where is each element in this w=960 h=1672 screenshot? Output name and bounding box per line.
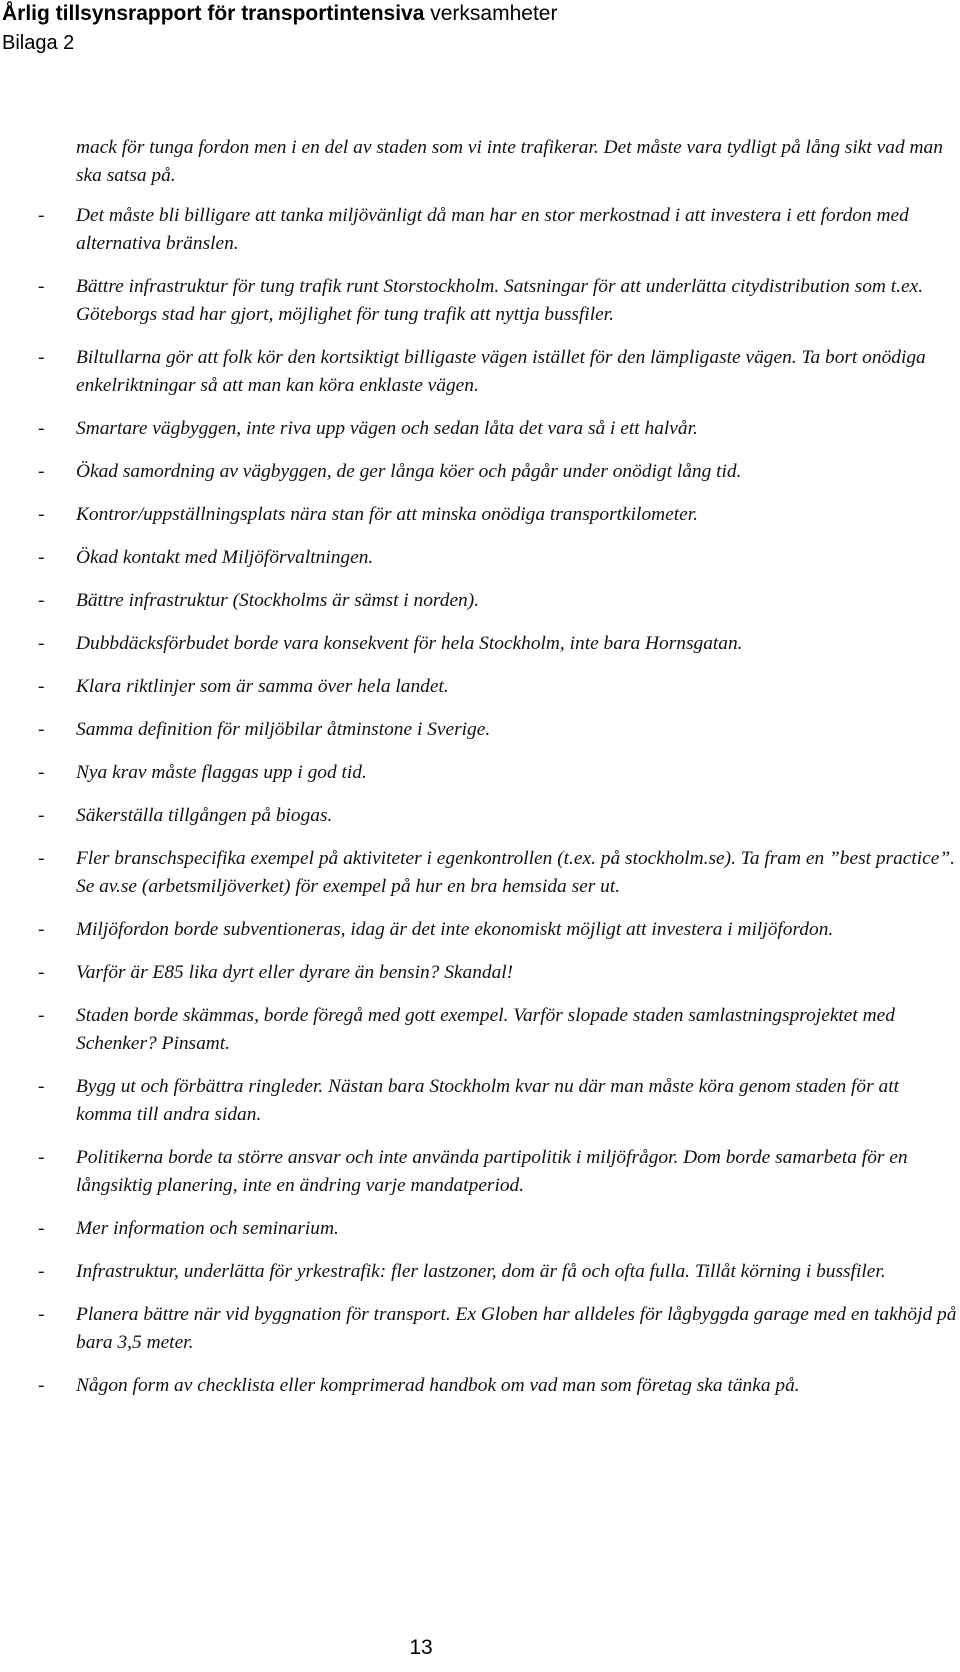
list-item-text: Planera bättre när vid byggnation för transport. Ex Globen har alldeles för lågbyggda garage med en takhöjd på bara 3,5 meter. <box>76 1304 957 1353</box>
list-item-text: Miljöfordon borde subventioneras, idag är det inte ekonomiskt möjligt att investera i miljöfordon. <box>76 919 834 940</box>
list-item-text: Samma definition för miljöbilar åtminstone i Sverige. <box>76 719 491 740</box>
list-item <box>38 716 958 744</box>
bullet-dash: - <box>38 1375 45 1396</box>
bullet-dash: - <box>38 633 45 654</box>
bullet-dash: - <box>38 418 45 439</box>
bullet-dash: - <box>38 719 45 740</box>
list-item <box>38 845 958 901</box>
list-item <box>38 587 958 615</box>
list-item <box>38 630 958 658</box>
bullet-dash: - <box>38 1076 45 1097</box>
list-item <box>38 202 958 258</box>
list-item-text: Det måste bli billigare att tanka miljövänligt då man har en stor merkostnad i att investera i ett fordon med alternativa bränslen. <box>76 205 909 254</box>
document-body <box>38 134 958 1415</box>
list-item <box>38 673 958 701</box>
list-item-text: Nya krav måste flaggas upp i god tid. <box>76 762 367 783</box>
document-title <box>2 2 557 26</box>
list-item-text: Varför är E85 lika dyrt eller dyrare än bensin? Skandal! <box>76 962 514 983</box>
list-item-text: Biltullarna gör att folk kör den kortsiktigt billigaste vägen istället för den lämpligaste vägen. Ta bort onödiga enkelriktningar så att man kan köra enklaste vägen. <box>76 347 926 396</box>
list-item-text: Smartare vägbyggen, inte riva upp vägen och sedan låta det vara så i ett halvår. <box>76 418 698 439</box>
bullet-dash: - <box>38 347 45 368</box>
bullet-dash: - <box>38 1261 45 1282</box>
bullet-dash: - <box>38 590 45 611</box>
list-item-text: Dubbdäcksförbudet borde vara konsekvent för hela Stockholm, inte bara Hornsgatan. <box>76 633 743 654</box>
list-item <box>38 344 958 400</box>
list-item <box>38 1215 958 1243</box>
list-item <box>38 273 958 329</box>
bullet-dash: - <box>38 919 45 940</box>
bullet-dash: - <box>38 205 45 226</box>
list-item-text: Fler branschspecifika exempel på aktiviteter i egenkontrollen (t.ex. på stockholm.se). Ta fram en ”best practice”. Se av.se (arbetsmiljöverket) för exempel på hur en bra hemsida ser ut. <box>76 848 956 897</box>
bullet-dash: - <box>38 1218 45 1239</box>
page-number: 13 <box>409 1636 433 1659</box>
list-item <box>38 916 958 944</box>
list-item <box>38 501 958 529</box>
bullet-dash: - <box>38 547 45 568</box>
bullet-dash: - <box>38 504 45 525</box>
list-item-text: Säkerställa tillgången på biogas. <box>76 805 333 826</box>
bullet-dash: - <box>38 676 45 697</box>
list-item-text: Kontror/uppställningsplats nära stan för att minska onödiga transportkilometer. <box>76 504 698 525</box>
list-item <box>38 544 958 572</box>
bullet-dash: - <box>38 1147 45 1168</box>
list-item <box>38 1258 958 1286</box>
bullet-dash: - <box>38 1304 45 1325</box>
list-item <box>38 759 958 787</box>
list-item-text: Bättre infrastruktur (Stockholms är sämst i norden). <box>76 590 480 611</box>
list-item <box>38 802 958 830</box>
bullet-dash: - <box>38 461 45 482</box>
list-item <box>38 959 958 987</box>
bullet-dash: - <box>38 1005 45 1026</box>
bullet-dash: - <box>38 762 45 783</box>
continued-paragraph: mack för tunga fordon men i en del av staden som vi inte trafikerar. Det måste vara tydligt på lång sikt vad man ska satsa på. <box>76 137 943 186</box>
list-item-text: Staden borde skämmas, borde föregå med gott exempel. Varför slopade staden samlastningsprojektet med Schenker? Pinsamt. <box>76 1005 895 1054</box>
list-item <box>38 415 958 443</box>
list-item <box>38 1372 958 1400</box>
list-item-text: Bygg ut och förbättra ringleder. Nästan bara Stockholm kvar nu där man måste köra genom staden för att komma till andra sidan. <box>76 1076 899 1125</box>
list-item-text: Infrastruktur, underlätta för yrkestrafik: fler lastzoner, dom är få och ofta fulla. Tillåt körning i bussfiler. <box>76 1261 886 1282</box>
document-title-bold: Årlig tillsynsrapport för transportintensiva <box>2 2 425 25</box>
bullet-dash: - <box>38 848 45 869</box>
bullet-dash: - <box>38 276 45 297</box>
list-item <box>38 1144 958 1200</box>
bullet-dash: - <box>38 805 45 826</box>
list-item-text: Bättre infrastruktur för tung trafik runt Storstockholm. Satsningar för att underlätta citydistribution som t.ex. Göteborgs stad har gjort, möjlighet för tung trafik att nyttja bussfiler. <box>76 276 924 325</box>
list-item-text: Politikerna borde ta större ansvar och inte använda partipolitik i miljöfrågor. Dom borde samarbeta för en långsiktig planering, inte en ändring varje mandatperiod. <box>76 1147 908 1196</box>
document-title-normal: verksamheter <box>430 2 558 25</box>
bullet-list <box>38 202 958 1400</box>
list-item-text: Klara riktlinjer som är samma över hela landet. <box>76 676 449 697</box>
list-item-text: Ökad kontakt med Miljöförvaltningen. <box>76 547 374 568</box>
list-item <box>38 1002 958 1058</box>
list-item-text: Ökad samordning av vägbyggen, de ger långa köer och pågår under onödigt lång tid. <box>76 461 742 482</box>
bullet-dash: - <box>38 962 45 983</box>
list-item-text: Någon form av checklista eller komprimerad handbok om vad man som företag ska tänka på. <box>76 1375 800 1396</box>
list-item <box>38 1301 958 1357</box>
list-item-text: Mer information och seminarium. <box>76 1218 339 1239</box>
appendix-label: Bilaga 2 <box>2 32 75 54</box>
list-item <box>38 458 958 486</box>
list-item <box>38 1073 958 1129</box>
